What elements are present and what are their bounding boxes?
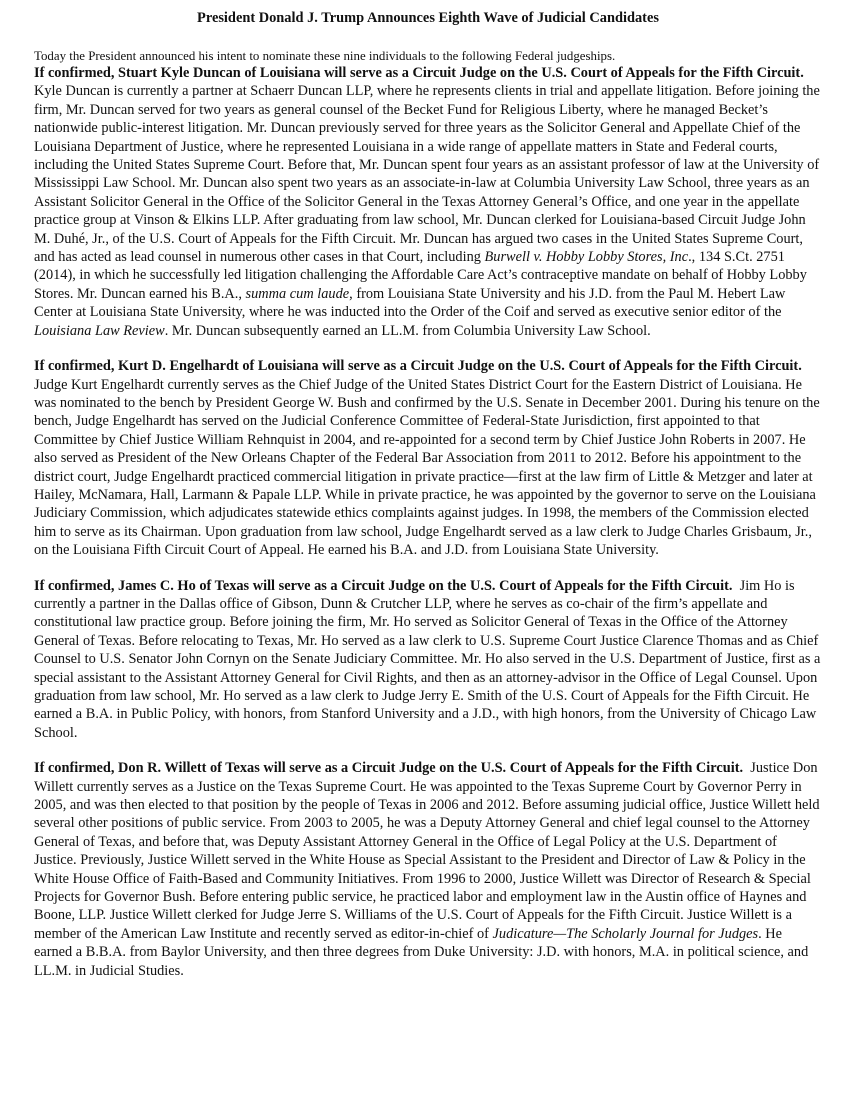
nominee-heading-engelhardt: If confirmed, Kurt D. Engelhardt of Louisiana will serve as a Circuit Judge on the U.S. Court of Appeals for the Fifth Circuit.	[34, 358, 802, 375]
nominee-heading-duncan: If confirmed, Stuart Kyle Duncan of Louisiana will serve as a Circuit Judge on the U.S. Court of Appeals for the Fifth Circuit.	[34, 65, 804, 81]
nominee-heading-willett: If confirmed, Don R. Willett of Texas will serve as a Circuit Judge on the U.S. Court of Appeals for the Fifth Circuit.	[34, 760, 744, 777]
nominee-text: Kyle Duncan is currently a partner at Schaerr Duncan LLP, where he represents clients in trial and appellate litigation. Before joining the firm, Mr. Duncan served for two years as general counsel of the Becket Fund for Religious Liberty, where he managed Becket’s nationwide public-interest litigation. Mr. Duncan previously served for three years as the Solicitor General and Appellate Chief of the Louisiana Department of Justice, where he represented Louisiana in a wide range of appellate matters in State and Federal courts, including the United States Supreme Court. Before that, Mr. Duncan spent four years as an assistant professor of law at the University of Mississippi Law School. Mr. Duncan also spent two years as an associate-in-law at Columbia University Law School, three years as an Assistant Solicitor General in the Office of the Solicitor General in the Texas Attorney General’s Office, and one year in the appellate practice group at Vinson & Elkins LLP. After graduating from law school, Mr. Duncan clerked for Louisiana-based Circuit Judge John M. Duhé, Jr., of the U.S. Court of Appeals for the Fifth Circuit. Mr. Duncan has argued two cases in the United States Supreme Court, and has acted as lead counsel in numerous other cases in that Court, including	[34, 83, 820, 266]
nominee-paragraph-engelhardt	[34, 357, 822, 559]
nominee-text: . Mr. Duncan subsequently earned an LL.M. from Columbia University Law School.	[164, 322, 651, 339]
nominee-heading-ho: If confirmed, James C. Ho of Texas will serve as a Circuit Judge on the U.S. Court of Appeals for the Fifth Circuit.	[34, 577, 733, 594]
nominee-text: . He earned a B.B.A. from Baylor University, and then three degrees from Duke University: J.D. with honors, M.A. in political science, and LL.M. in Judicial Studies.	[34, 925, 809, 979]
document-title: President Donald J. Trump Announces Eighth Wave of Judicial Candidates	[197, 10, 659, 26]
journal-title: Judicature—The Scholarly Journal for Judges	[492, 925, 759, 942]
nominee-text: Judge Kurt Engelhardt currently serves as the Chief Judge of the United States District Court for the Eastern District of Louisiana. He was nominated to the bench by President George W. Bush and confirmed by the U.S. Senate in December 2001. During his tenure on the bench, Judge Engelhardt has served on the Judicial Conference Committee of Federal-State Jurisdiction, first appointed to that Committee by Chief Justice William Rehnquist in 2004, and re-appointed for a second term by Chief Justice John Roberts in 2007. He also served as President of the New Orleans Chapter of the Federal Bar Association from 2011 to 2012. Before his appointment to the district court, Judge Engelhardt practiced commercial litigation in private practice—first at the law firm of Little & Metzger and later at Hailey, McNamara, Hall, Larmann & Papale LLP. While in private practice, he was appointed by the governor to serve on the Louisiana Judiciary Commission, which adjudicates statewide ethics complaints against judges. In 1998, the members of the Commission elected him to serve as its Chairman. Upon graduation from law school, Judge Engelhardt served as a law clerk to Judge Charles Grisbaum, Jr., on the Louisiana Fifth Circuit Court of Appeal. He earned his B.A. and J.D. from Louisiana State University.	[34, 376, 820, 559]
nominee-paragraph-ho	[34, 577, 822, 743]
nominee-paragraph-duncan	[34, 64, 822, 340]
nominee-text: Jim Ho is currently a partner in the Dallas office of Gibson, Dunn & Crutcher LLP, where he serves as co-chair of the firm’s appellate and constitutional law practice group. Before joining the firm, Mr. Ho served as Solicitor General of Texas in the Office of the Attorney General of Texas. Before relocating to Texas, Mr. Ho served as a law clerk to U.S. Supreme Court Justice Clarence Thomas and as Chief Counsel to U.S. Senator John Cornyn on the Senate Judiciary Committee. Mr. Ho also served in the U.S. Department of Justice, first as a special assistant to the Assistant Attorney General for Civil Rights, and then as an attorney-advisor in the Office of Legal Counsel. Upon graduation from law school, Mr. Ho served as a law clerk to Judge Jerry E. Smith of the U.S. Court of Appeals for the Fifth Circuit. He earned a B.A. in Public Policy, with honors, from Stanford University and a J.D., with high honors, from the University of Chicago Law School.	[34, 577, 821, 741]
intro-paragraph: Today the President announced his intent to nominate these nine individuals to the following Federal judgeships.	[34, 49, 616, 63]
latin-honor: summa cum laude	[245, 285, 350, 302]
nominee-text: , from Louisiana State University and his J.D. from the Paul M. Hebert Law Center at Louisiana State University, where he was inducted into the Order of the Coif and served as executive senior editor of the	[34, 285, 786, 321]
nominee-paragraph-willett	[34, 759, 822, 980]
case-citation: Burwell v. Hobby Lobby Stores, Inc	[484, 249, 689, 266]
journal-title: Louisiana Law Review	[34, 322, 165, 339]
nominee-text: ., 134 S.Ct. 2751 (2014), in which he successfully led litigation challenging the Affordable Care Act’s contraceptive mandate on behalf of Hobby Lobby Stores. Mr. Duncan earned his B.A.,	[34, 249, 807, 302]
nominee-text: Justice Don Willett currently serves as a Justice on the Texas Supreme Court. He was appointed to the Texas Supreme Court by Governor Perry in 2005, and was then elected to that position by the people of Texas in 2006 and 2012. Before assuming judicial office, Justice Willett held several other positions of public service. From 2003 to 2005, he was a Deputy Attorney General and chief legal counsel to the Attorney General of Texas, and before that, was Deputy Assistant Attorney General in the Office of Legal Policy at the U.S. Department of Justice. Previously, Justice Willett served in the White House as Special Assistant to the President and Director of Law & Policy in the White House Office of Faith-Based and Community Initiatives. From 1996 to 2000, Justice Willett was Director of Research & Special Projects for Governor Bush. Before entering public service, he practiced labor and employment law in the Austin office of Haynes and Boone, LLP. Justice Willett clerked for Judge Jerre S. Williams of the U.S. Court of Appeals for the Fifth Circuit. Justice Willett is a member of the American Law Institute and recently served as editor-in-chief of	[34, 760, 820, 942]
